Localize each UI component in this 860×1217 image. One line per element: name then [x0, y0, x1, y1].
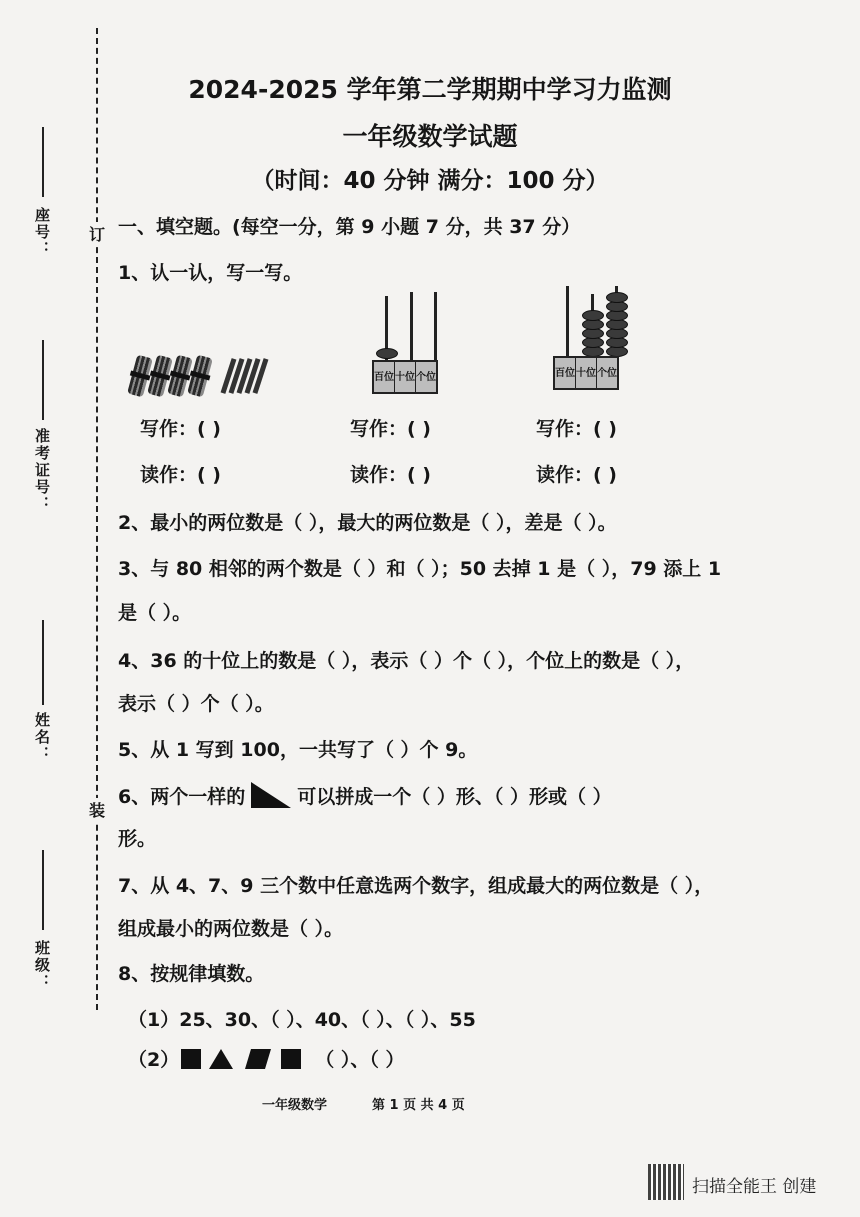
exam-time-score: （时间：40 分钟 满分：100 分） [251, 168, 609, 194]
question-8-part-2-prefix: （2） [128, 1049, 180, 1071]
abacus-bead [582, 310, 604, 321]
question-6-prefix: 6、两个一样的 [118, 785, 246, 808]
abacus-cell-tens: 十位 [576, 358, 597, 388]
abacus-base [553, 356, 619, 390]
abacus-cell-ones: 个位 [597, 367, 617, 379]
section-title: 一、填空题。(每空一分，第 9 小题 7 分，共 37 分） [118, 216, 581, 238]
question-6-line-1 [118, 780, 612, 810]
abacus-cell-ones: 个位 [416, 371, 436, 383]
abacus-bead [606, 292, 628, 303]
question-7-line-2: 组成最小的两位数是（ ）。 [118, 918, 344, 940]
class-underline [42, 850, 44, 930]
question-1: 1、认一认，写一写。 [118, 262, 303, 284]
abacus-cell-tens: 十位 [395, 362, 416, 392]
triangle-icon [249, 780, 293, 810]
name-label: 姓名： [33, 712, 51, 763]
square-icon [181, 1049, 201, 1069]
sticks-picture [128, 352, 273, 400]
abacus-rod [410, 292, 413, 360]
seat-label: 座号： [33, 207, 51, 258]
abacus-rod [566, 286, 569, 356]
question-4-line-1: 4、36 的十位上的数是（ ），表示（ ）个（ ），个位上的数是（ ）， [118, 650, 695, 672]
abacus-bead [376, 348, 398, 359]
footer-page: 第 1 页 共 4 页 [372, 1098, 465, 1113]
question-2: 2、最小的两位数是（ ），最大的两位数是（ ），差是（ ）。 [118, 512, 617, 534]
question-7-line-1: 7、从 4、7、9 三个数中任意选两个数字，组成最大的两位数是（ ）， [118, 875, 714, 897]
binding-mark-zhuang: 装 [88, 798, 106, 821]
question-3-line-1: 3、与 80 相邻的两个数是（ ）和（ ）；50 去掉 1 是（ ），79 添上 1 [118, 558, 722, 580]
abacus-cell-hundreds: 百位 [374, 362, 395, 392]
shape-sequence [179, 1047, 309, 1071]
abacus-base [372, 360, 438, 394]
abacus-cell-hundreds: 百位 [555, 358, 576, 388]
question-8: 8、按规律填数。 [118, 963, 265, 985]
exam-id-label: 准考证号： [33, 428, 51, 513]
write-answer-2[interactable]: 写作：( ) [350, 418, 431, 440]
exam-title: 2024-2025 学年第二学期期中学习力监测 [188, 75, 672, 104]
abacus-rod [434, 292, 437, 360]
question-3-line-2: 是（ ）。 [118, 602, 192, 624]
footer-subject: 一年级数学 [262, 1098, 328, 1113]
triangle-icon [209, 1049, 233, 1069]
exam-id-underline [42, 340, 44, 420]
question-6-line-2: 形。 [118, 828, 157, 850]
square-icon [281, 1049, 301, 1069]
question-6-suffix: 可以拼成一个（ ）形、（ ）形或（ ） [297, 785, 612, 808]
scanner-watermark: 扫描全能王 创建 [692, 1177, 817, 1197]
write-answer-3[interactable]: 写作：( ) [536, 418, 617, 440]
abacus-2 [553, 286, 633, 394]
question-5: 5、从 1 写到 100，一共写了（ ）个 9。 [118, 739, 478, 761]
question-8-part-2 [128, 1045, 404, 1072]
exam-subtitle: 一年级数学试题 [342, 122, 518, 151]
parallelogram-icon [245, 1049, 271, 1069]
read-answer-2[interactable]: 读作：( ) [350, 464, 431, 486]
class-label: 班级： [33, 940, 51, 991]
write-answer-1[interactable]: 写作：( ) [140, 418, 221, 440]
binding-mark-ding: 订 [88, 222, 106, 245]
abacus-1 [372, 292, 452, 394]
question-4-line-2: 表示（ ）个（ ）。 [118, 693, 274, 715]
name-underline [42, 620, 44, 705]
qr-code-icon [648, 1164, 684, 1200]
read-answer-3[interactable]: 读作：( ) [536, 464, 617, 486]
read-answer-1[interactable]: 读作：( ) [140, 464, 221, 486]
question-8-part-2-suffix: （ ）、（ ） [315, 1049, 405, 1071]
question-8-part-1: （1）25、30、（ ）、40、（ ）、（ ）、55 [128, 1009, 476, 1031]
